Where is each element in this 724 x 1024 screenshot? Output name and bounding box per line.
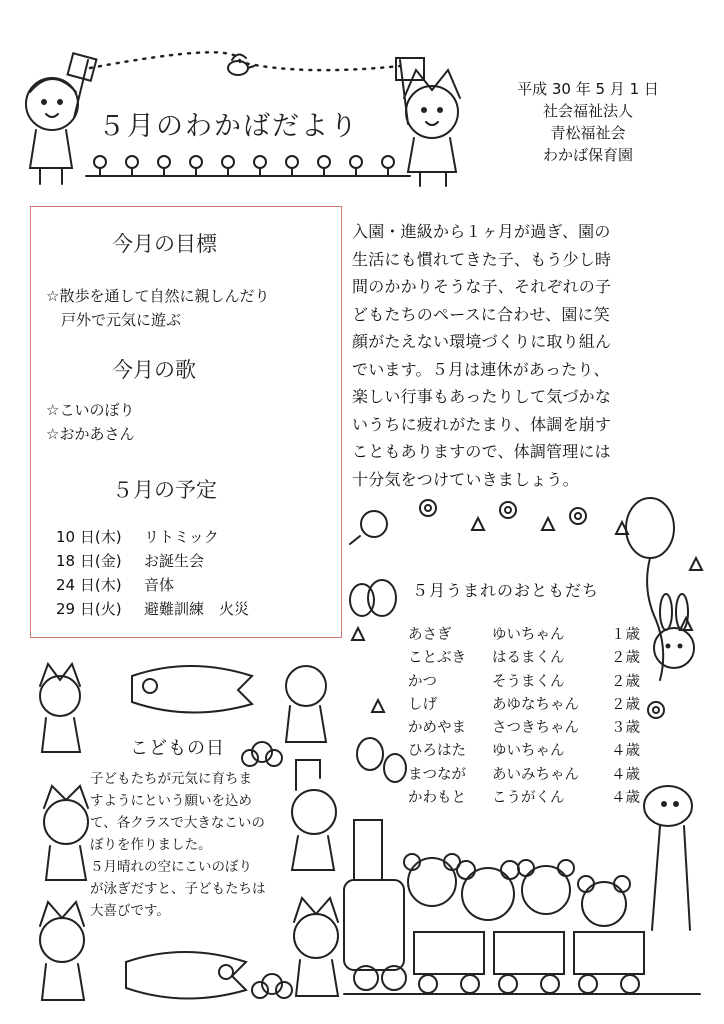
birthday-row [408, 694, 640, 717]
intro-paragraph [352, 218, 700, 493]
dotted-path-icon [90, 52, 400, 70]
child-age: ２歳 [611, 650, 640, 667]
page-title: ５月のわかばだより [98, 111, 359, 142]
song-item: ☆おかあさん [46, 425, 135, 443]
class-name: かめやま [408, 720, 466, 737]
schedule-heading: ５月の予定 [112, 478, 217, 502]
schedule-date: 18 日(金) [56, 552, 122, 570]
schedule-event: お誕生会 [144, 552, 205, 570]
kodomo-line: ５月晴れの空にこいのぼり [90, 859, 252, 875]
class-name: かつ [408, 673, 437, 690]
child-name: あゆなちゃん [492, 696, 579, 713]
child-age: ３歳 [611, 720, 640, 737]
schedule-event: 避難訓練 火災 [144, 600, 250, 618]
child-name: ゆいちゃん [492, 627, 565, 643]
schedule-row [56, 525, 249, 549]
kodomo-line: て、各クラスで大きなこいの [90, 815, 265, 831]
intro-line: 楽しい行事もあったりして気づかな [352, 387, 612, 406]
child-age: ４歳 [611, 766, 640, 783]
class-name: まつなが [408, 766, 466, 783]
intro-line: 間のかかりそうな子、それぞれの子 [352, 277, 612, 296]
childrens-day-text [90, 768, 300, 922]
class-name: かわもと [408, 790, 466, 807]
goal-line: ☆散歩を通して自然に親しんだり [46, 287, 270, 305]
schedule-date: 29 日(火) [56, 600, 122, 618]
schedule-list [56, 525, 249, 621]
kodomo-line: すようにという願いを込め [90, 793, 252, 809]
class-name: しげ [408, 696, 437, 713]
birthday-row [408, 671, 640, 694]
schedule-row [56, 573, 249, 597]
child-name: こうがくん [492, 790, 565, 807]
song-heading: 今月の歌 [112, 358, 196, 382]
bear-icon [404, 854, 630, 926]
schedule-event: リトミック [144, 528, 219, 546]
child-name: あいみちゃん [492, 766, 579, 783]
child-flag-icon [396, 58, 460, 186]
bird-icon [350, 511, 387, 544]
goal-heading: 今月の目標 [112, 232, 217, 256]
child-age: ４歳 [611, 790, 640, 807]
child-age: ２歳 [611, 673, 640, 690]
birthday-row [408, 647, 640, 670]
kodomo-line: ぼりを作りました。 [90, 837, 212, 853]
birthday-heading: ５月うまれのおともだち [412, 581, 600, 600]
org-line: 社会福祉法人 [542, 102, 633, 120]
org-line: わかば保育園 [542, 146, 633, 164]
child-name: ゆいちゃん [492, 743, 565, 760]
kodomo-line: 子どもたちが元気に育ちま [90, 771, 252, 787]
birthday-row [408, 764, 640, 787]
org-line: 青松福祉会 [550, 124, 626, 142]
kodomo-line: 大喜びです。 [90, 903, 170, 919]
song-list [46, 398, 134, 446]
bird-icon [228, 54, 254, 75]
intro-line: どもたちのペースに合わせ、園に笑 [352, 304, 610, 324]
schedule-row [56, 549, 249, 573]
child-age: ２歳 [611, 696, 640, 713]
birthday-row [408, 717, 640, 740]
intro-line: 生活にも慣れてきた子、もう少し時 [352, 249, 612, 269]
kodomo-line: が泳ぎだすと、子どもたちは [90, 881, 266, 897]
schedule-date: 10 日(木) [56, 528, 122, 546]
issuer-block [478, 78, 698, 166]
train-icon [344, 820, 700, 994]
child-name: はるまくん [492, 650, 565, 667]
class-name: ことぶき [408, 650, 466, 667]
intro-line: 十分気をつけていきましょう。 [352, 469, 579, 489]
child-name: そうまくん [492, 673, 565, 690]
schedule-event: 音体 [144, 576, 175, 594]
class-name: ひろはた [408, 743, 466, 760]
birthday-row [408, 787, 640, 810]
class-name: あさぎ [408, 627, 452, 643]
song-item: ☆こいのぼり [46, 401, 135, 419]
issue-date: 平成 30 年 5 月 1 日 [517, 80, 659, 98]
flower-row-icon [86, 156, 410, 176]
birthday-list [408, 624, 640, 810]
intro-line: 入園・進級から１ヶ月が過ぎ、園の [352, 222, 611, 241]
goal-line: 戸外で元気に遊ぶ [46, 311, 182, 329]
schedule-row [56, 597, 249, 621]
childrens-day-heading: こどもの日 [130, 738, 225, 759]
giraffe-icon [644, 786, 692, 930]
goal-text [46, 284, 269, 332]
schedule-date: 24 日(木) [56, 576, 122, 594]
child-name: さつきちゃん [492, 720, 579, 737]
child-age: １歳 [611, 627, 640, 643]
intro-line: こともありますので、体調管理には [352, 442, 611, 461]
birthday-row [408, 624, 640, 647]
intro-line: いうちに疲れがたまり、体調を崩す [352, 414, 612, 434]
intro-line: 顔がたえない環境づくりに取り組ん [352, 332, 612, 351]
child-age: ４歳 [611, 743, 640, 760]
intro-line: でいます。５月は連休があったり、 [352, 359, 610, 379]
birthday-row [408, 740, 640, 763]
child-flag-icon [26, 53, 96, 184]
